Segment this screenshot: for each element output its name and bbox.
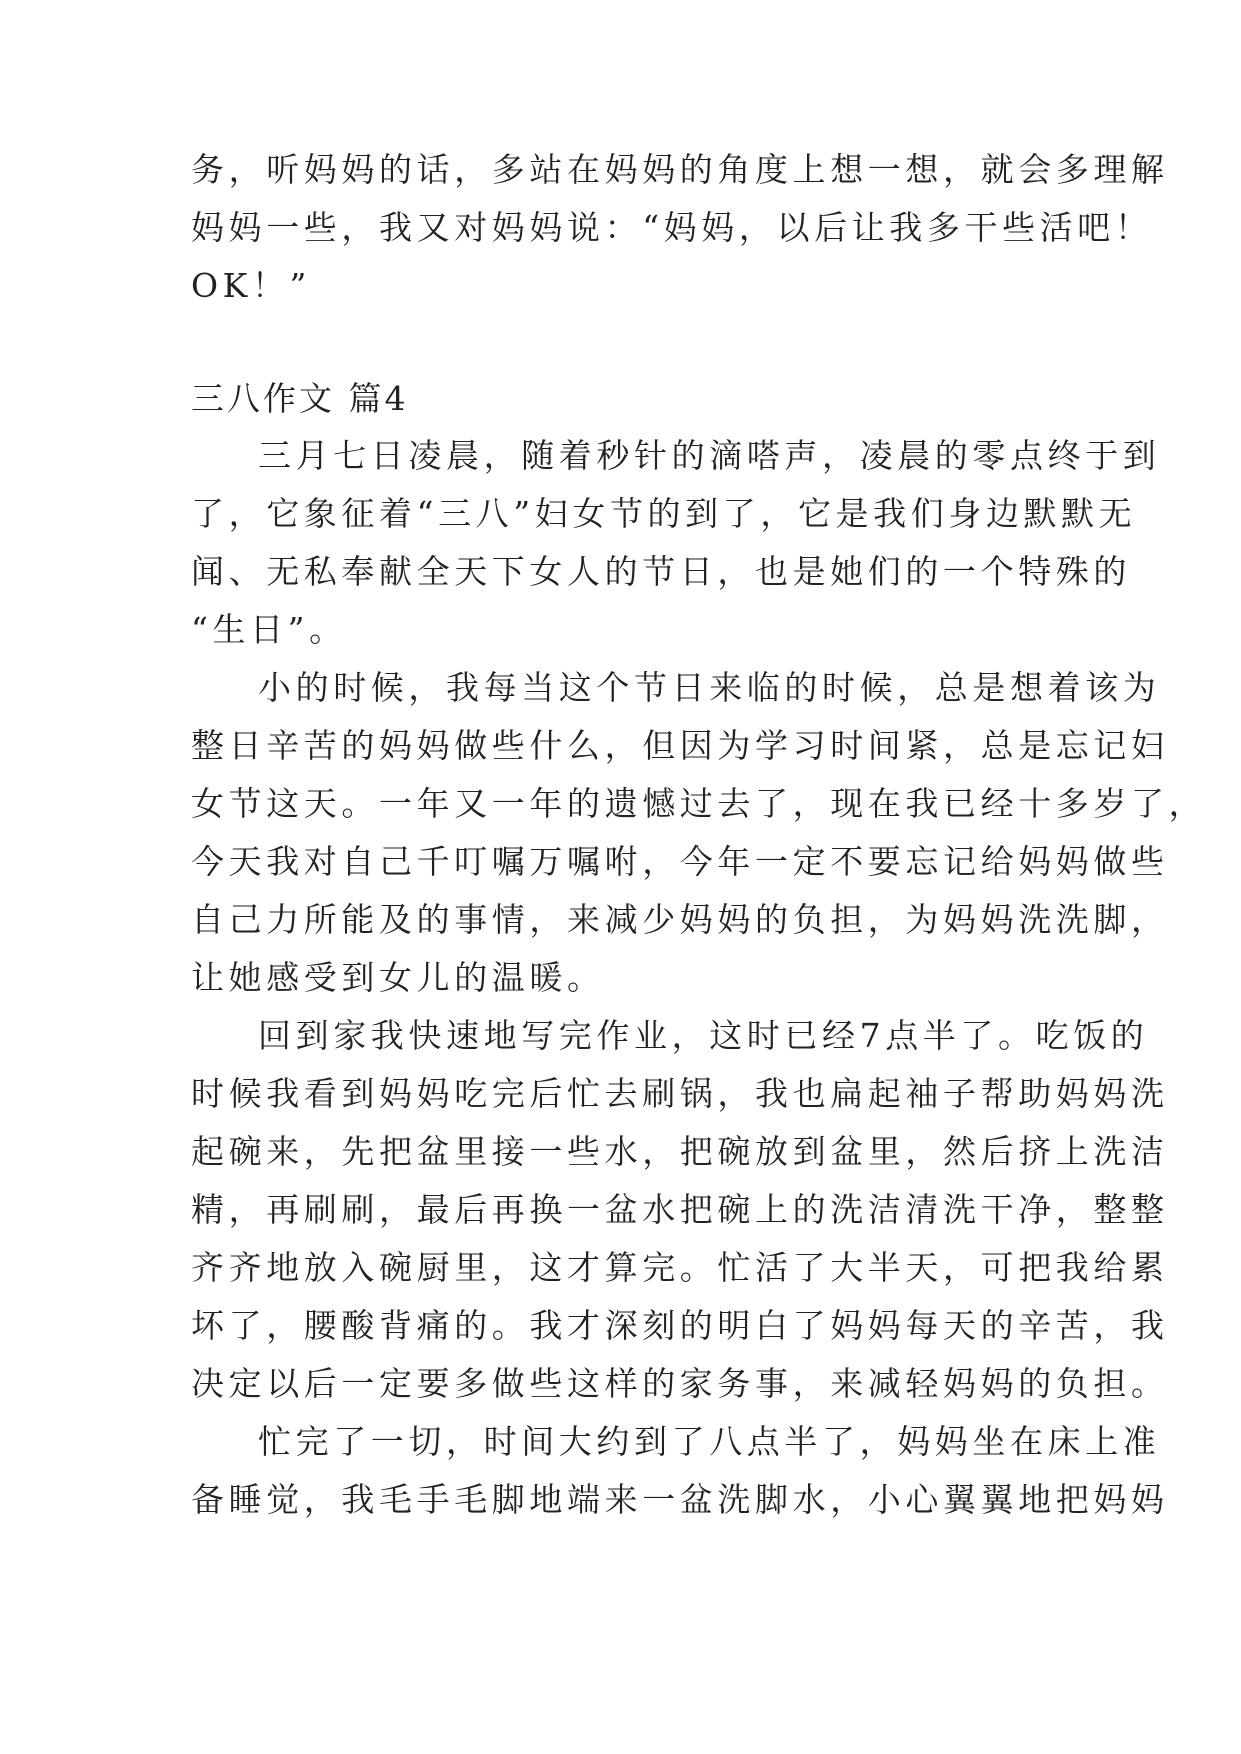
paragraph-line: 决定以后一定要多做些这样的家务事，来减轻妈妈的负担。 [191, 1364, 1169, 1403]
paragraph-line: 忙完了一切，时间大约到了八点半了，妈妈坐在床上准 [258, 1422, 1161, 1461]
paragraph-line: 小的时候，我每当这个节日来临的时候，总是想着该为 [258, 668, 1161, 707]
paragraph-line: 起碗来，先把盆里接一些水，把碗放到盆里，然后挤上洗洁 [191, 1132, 1169, 1171]
paragraph-line: 备睡觉，我毛手毛脚地端来一盆洗脚水，小心翼翼地把妈妈 [191, 1480, 1169, 1519]
text-line: 务，听妈妈的话，多站在妈妈的角度上想一想，就会多理解 [191, 150, 1169, 189]
paragraph-line: 坏了，腰酸背痛的。我才深刻的明白了妈妈每天的辛苦，我 [191, 1306, 1169, 1345]
text-line: 妈妈一些，我又对妈妈说：“妈妈，以后让我多干些活吧！ [191, 208, 1153, 247]
section-title: 三八作文 篇4 [191, 379, 409, 418]
paragraph-line: “生日”。 [191, 610, 347, 649]
paragraph-line: 整日辛苦的妈妈做些什么，但因为学习时间紧，总是忘记妇 [191, 726, 1169, 765]
paragraph-line: 时候我看到妈妈吃完后忙去刷锅，我也扁起袖子帮助妈妈洗 [191, 1074, 1169, 1113]
paragraph-line: 回到家我快速地写完作业，这时已经7点半了。吃饭的 [258, 1016, 1149, 1055]
paragraph-line: 今天我对自己千叮嘱万嘱咐，今年一定不要忘记给妈妈做些 [191, 842, 1169, 881]
paragraph-line: 精，再刷刷，最后再换一盆水把碗上的洗洁清洗干净，整整 [191, 1190, 1169, 1229]
paragraph-line: 女节这天。一年又一年的遗憾过去了，现在我已经十多岁了， [191, 784, 1207, 823]
paragraph-line: 齐齐地放入碗厨里，这才算完。忙活了大半天，可把我给累 [191, 1248, 1169, 1287]
text-line: OK！” [191, 266, 311, 305]
paragraph-line: 三月七日凌晨，随着秒针的滴嗒声，凌晨的零点终于到 [258, 436, 1161, 475]
paragraph-line: 让她感受到女儿的温暖。 [191, 958, 605, 997]
paragraph-line: 了，它象征着“三八”妇女节的到了，它是我们身边默默无 [191, 494, 1137, 533]
paragraph-line: 自己力所能及的事情，来减少妈妈的负担，为妈妈洗洗脚， [191, 900, 1169, 939]
paragraph-line: 闻、无私奉献全天下女人的节日，也是她们的一个特殊的 [191, 552, 1131, 591]
